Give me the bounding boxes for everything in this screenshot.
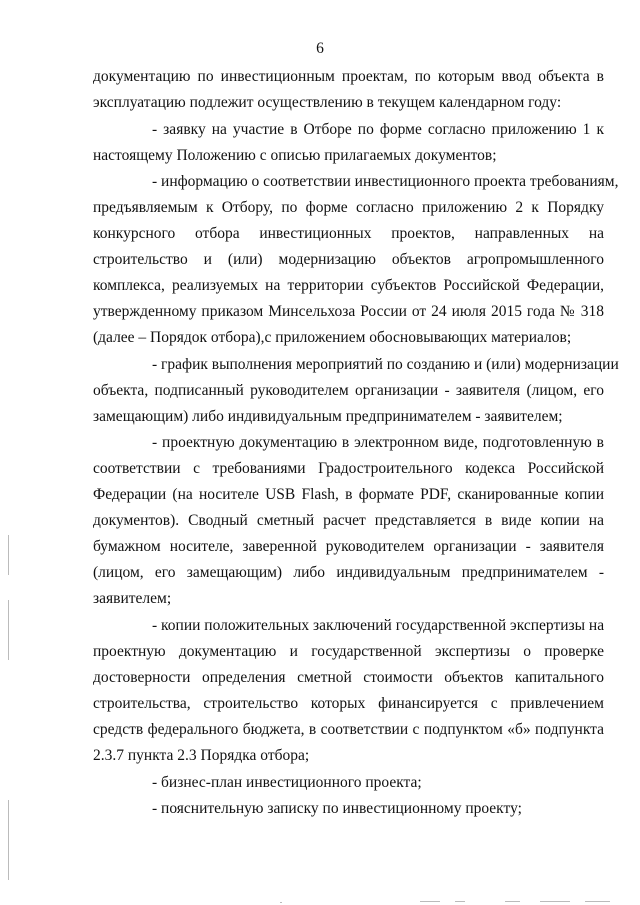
text-line: (лицом, его замещающим) либо индивидуальным предпринимателем - [93, 564, 604, 582]
paragraph [93, 352, 619, 430]
text-line: проектную документацию и государственной экспертизы о проверке [93, 642, 604, 660]
text-line: замещающим) либо индивидуальным предпринимателем - заявителем; [93, 407, 563, 425]
text-line: - проектную документацию в электронном виде, подготовленную в [152, 434, 604, 452]
text-line: соответствии с требованиями Градостроительного кодекса Российской [93, 460, 604, 478]
text-line: - копии положительных заключений государственной экспертизы на [152, 616, 605, 634]
text-line: - график выполнения мероприятий по созданию и (или) модернизации [152, 355, 619, 373]
text-line: Федерации (на носителе USB Flash, в формате PDF, сканированные копии [93, 486, 604, 504]
text-line: строительство и (или) модернизацию объектов агропромышленного [93, 251, 604, 269]
text-line: комплекса, реализуемых на территории субъектов Российской Федерации, [93, 277, 604, 295]
text-line: конкурсного отбора инвестиционных проектов, направленных на [93, 225, 604, 243]
text-line: бумажном носителе, заверенной руководителем организации - заявителя [93, 538, 604, 556]
document-body [93, 64, 619, 823]
paragraph [93, 430, 604, 612]
text-line: документацию по инвестиционным проектам, по которым ввод объекта в [93, 68, 604, 85]
text-line: заявителем; [93, 590, 172, 608]
paragraph [93, 770, 604, 796]
text-line: достоверности определения сметной стоимости объектов капитального [93, 668, 604, 686]
paragraph [93, 64, 604, 116]
text-line: - бизнес-план инвестиционного проекта; [152, 773, 422, 791]
text-line: документов). Сводный сметный расчет представляется в виде копии на [93, 512, 604, 530]
text-line: - пояснительную записку по инвестиционному проекту; [152, 800, 522, 818]
text-line: 2.3.7 пункта 2.3 Порядка отбора; [93, 746, 310, 764]
text-line: объекта, подписанный руководителем организации - заявителя (лицом, его [93, 381, 604, 399]
paragraph [93, 117, 604, 169]
text-line: строительства, строительство которых финансируется с привлечением [93, 694, 604, 712]
text-line: предъявляемым к Отбору, по форме согласно приложению 2 к Порядку [93, 199, 604, 217]
text-line: настоящему Положению с описью прилагаемых документов; [93, 146, 497, 164]
paragraph [93, 169, 619, 351]
text-line: - заявку на участие в Отборе по форме согласно приложению 1 к [152, 120, 604, 138]
text-line: средств федерального бюджета, в соответствии с подпунктом «б» подпункта [93, 720, 604, 738]
paragraph [93, 796, 604, 822]
text-line: - информацию о соответствии инвестиционного проекта требованиям, [152, 173, 619, 191]
page-number: 6 [316, 40, 324, 57]
text-line: утвержденному приказом Минсельхоза России от 24 июля 2015 года № 318 [93, 303, 604, 321]
text-line: эксплуатацию подлежит осуществлению в текущем календарном году: [93, 94, 562, 111]
text-line: (далее – Порядок отбора),с приложением обосновывающих материалов; [93, 329, 572, 347]
paragraph [93, 613, 604, 769]
